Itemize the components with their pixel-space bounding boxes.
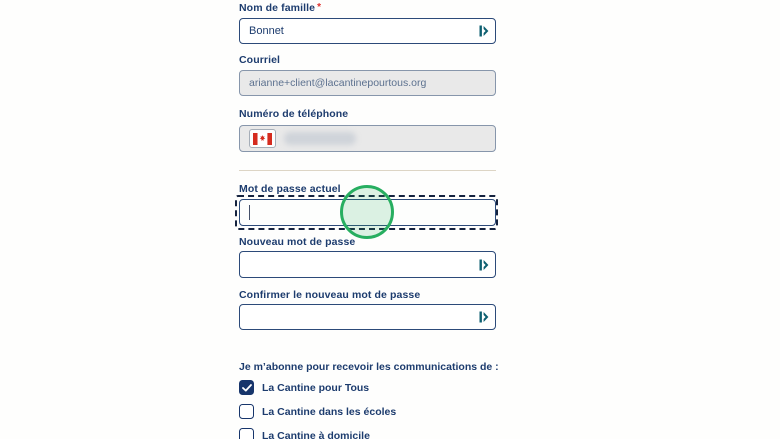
current-password-input[interactable]	[239, 199, 496, 226]
text-cursor	[249, 205, 250, 220]
checkbox-label: La Cantine pour Tous	[262, 381, 370, 394]
subscription-option[interactable]	[239, 404, 396, 419]
confirm-password-label: Confirmer le nouveau mot de passe	[239, 289, 421, 301]
checkbox[interactable]	[239, 380, 254, 395]
autofill-icon[interactable]	[479, 259, 489, 271]
new-password-label: Nouveau mot de passe	[239, 236, 356, 248]
last-name-input[interactable]	[239, 18, 496, 44]
section-divider	[239, 170, 496, 171]
phone-label: Numéro de téléphone	[239, 108, 349, 120]
checkbox[interactable]	[239, 428, 254, 439]
country-flag-button[interactable]	[249, 129, 276, 148]
checkbox-label: La Cantine à domicile	[262, 429, 370, 439]
current-password-label: Mot de passe actuel	[239, 183, 341, 195]
email-label: Courriel	[239, 54, 281, 66]
subscription-option[interactable]	[239, 380, 369, 395]
last-name-label: Nom de famille *	[239, 2, 322, 14]
confirm-password-input[interactable]	[239, 304, 496, 330]
autofill-icon[interactable]	[479, 311, 489, 323]
redacted-phone-value	[284, 132, 356, 145]
canada-flag-icon	[253, 133, 272, 145]
phone-input	[239, 125, 496, 152]
subscription-option[interactable]	[239, 428, 370, 439]
email-value: arianne+client@lacantinepourtous.org	[249, 77, 427, 89]
last-name-value: Bonnet	[249, 25, 284, 37]
email-input	[239, 70, 496, 96]
new-password-input[interactable]	[239, 251, 496, 278]
subscriptions-heading: Je m’abonne pour recevoir les communications de :	[239, 361, 499, 373]
required-asterisk: *	[317, 2, 322, 13]
checkbox-label: La Cantine dans les écoles	[262, 405, 397, 418]
checkbox[interactable]	[239, 404, 254, 419]
check-icon	[242, 384, 252, 392]
autofill-icon[interactable]	[479, 25, 489, 37]
